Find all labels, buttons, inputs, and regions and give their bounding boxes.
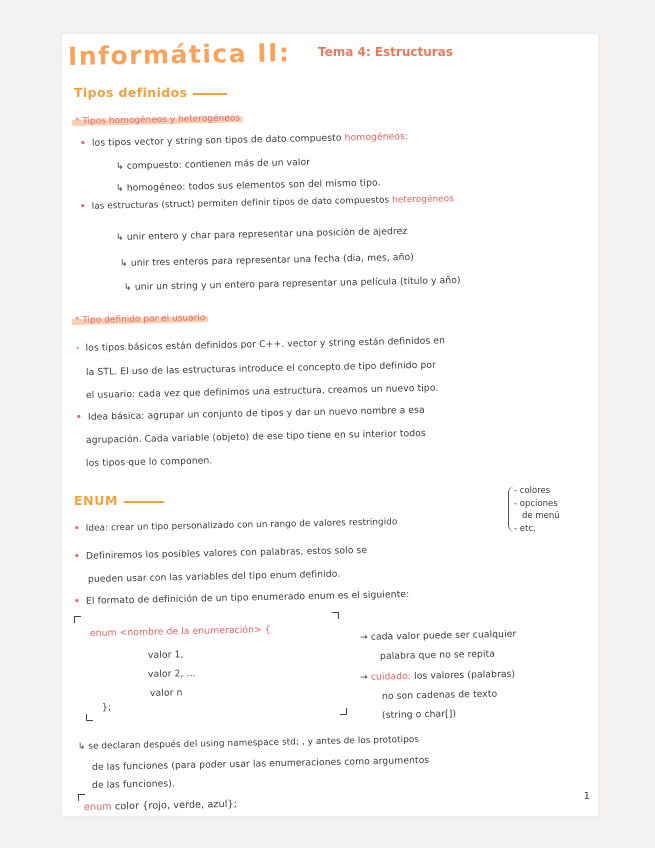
note-line: ↳ unir entero y char para representar una posición de ajedrez <box>115 225 408 243</box>
note-line: de las funciones). <box>91 778 176 791</box>
bracket-corner-icon <box>86 714 93 721</box>
page-number: 1 <box>583 791 590 802</box>
note-line <box>74 517 398 534</box>
note-line <box>74 589 410 607</box>
note-line <box>76 335 445 354</box>
list-item: - etc. <box>514 523 536 534</box>
bullet-icon: • <box>73 550 81 562</box>
bullet-icon: • <box>73 595 81 607</box>
note-line: (string o char[]) <box>381 708 457 721</box>
heading-homogeneos: * Tipos homogéneos y heterogéneos <box>72 113 243 127</box>
bullet-icon: • <box>75 411 83 423</box>
note-line: pueden usar con las variables del tipo enum definido. <box>87 568 341 585</box>
note-line: la STL. El uso de las estructuras introduce el concepto de tipo definido por <box>85 359 437 378</box>
note-text: Idea: crear un tipo personalizado con un rango de valores restringido <box>85 517 398 534</box>
note-line: → cada valor puede ser cualquier <box>359 628 517 643</box>
note-text: El formato de definición de un tipo enumerado enum es el siguiente: <box>85 588 410 607</box>
arrow-icon: → <box>359 671 368 683</box>
highlight-word: heterogéneos <box>392 194 455 206</box>
section-title-tipos <box>74 85 227 100</box>
highlight-word: cuidado: <box>370 670 412 683</box>
code-line: valor n <box>149 687 183 699</box>
highlight-word: homogéneos: <box>344 131 409 144</box>
note-line: el usuario: cada vez que definimos una estructura, creamos un nuevo tipo. <box>85 382 439 401</box>
note-text: Idea básica: agrupar un conjunto de tipos y dar un nuevo nombre a esa <box>87 404 425 423</box>
heading-tipo-usuario: * Tipo definido por el usuario <box>72 313 209 326</box>
list-item: - colores <box>514 486 551 496</box>
note-line: palabra que no se repita <box>379 648 496 662</box>
note-line: ↳ homogéneo: todos sus elementos son del mismo tipo. <box>115 177 381 194</box>
title-underline <box>193 93 227 95</box>
note-line <box>80 194 454 212</box>
note-text: las estructuras (struct) permiten definir tipos de dato compuestos <box>91 195 390 212</box>
note-text: los valores (palabras) <box>413 668 516 682</box>
note-text: color {rojo, verde, azul}; <box>114 798 238 813</box>
section-title-text: Tipos definidos <box>74 85 188 100</box>
keyword: enum <box>83 801 112 813</box>
section-title-enum <box>74 493 164 508</box>
note-line: de las funciones (para poder usar las enumeraciones como argumentos <box>91 754 430 773</box>
bracket-corner-icon <box>332 612 339 619</box>
topic-label: Tema 4: Estructuras <box>318 45 453 59</box>
code-line: valor 2, ... <box>147 668 196 680</box>
note-text: los tipos vector y string son tipos de dato compuesto <box>91 132 342 149</box>
note-line <box>360 669 515 683</box>
note-line: ↳ unir un string y un entero para representar una película (título y año) <box>123 274 461 293</box>
note-line: ↳ compuesto: contienen más de un valor <box>115 156 311 172</box>
bullet-icon: • <box>79 137 87 149</box>
list-item: de menú <box>522 511 560 521</box>
bracket-corner-icon <box>78 794 85 801</box>
enum-examples-list <box>514 485 560 535</box>
note-line: ↳ se declaran después del using namespace std; , y antes de los prototipos <box>77 734 420 752</box>
note-line: agrupación. Cada variable (objeto) de ese tipo tiene en su interior todos <box>85 427 426 446</box>
bullet-icon: · <box>75 342 80 354</box>
bracket-corner-icon <box>74 616 81 623</box>
notebook-page <box>62 34 598 816</box>
example-line <box>84 799 237 813</box>
section-title-text: ENUM <box>74 493 118 508</box>
note-line <box>76 405 425 423</box>
note-text: los tipos básicos están definidos por C++. vector y string están definidos en <box>85 335 446 354</box>
code-line: enum <nombre de la enumeración> { <box>89 624 271 639</box>
code-line: valor 1, <box>147 649 184 661</box>
bullet-icon: • <box>79 201 86 212</box>
note-line: no son cadenas de texto <box>381 688 498 702</box>
note-line <box>74 545 367 562</box>
bullet-icon: • <box>73 523 80 534</box>
list-item: - opciones <box>514 498 558 509</box>
note-line: los tipos que lo componen. <box>85 455 213 469</box>
title-underline <box>124 501 164 503</box>
page-title: Informática II: <box>67 38 291 71</box>
note-line <box>80 131 408 149</box>
bracket-corner-icon <box>340 708 347 715</box>
note-text: Definiremos los posibles valores con palabras, estos solo se <box>85 544 368 562</box>
code-line: }; <box>101 701 112 713</box>
note-line: ↳ unir tres enteros para representar una fecha (dia, mes, año) <box>119 251 415 269</box>
